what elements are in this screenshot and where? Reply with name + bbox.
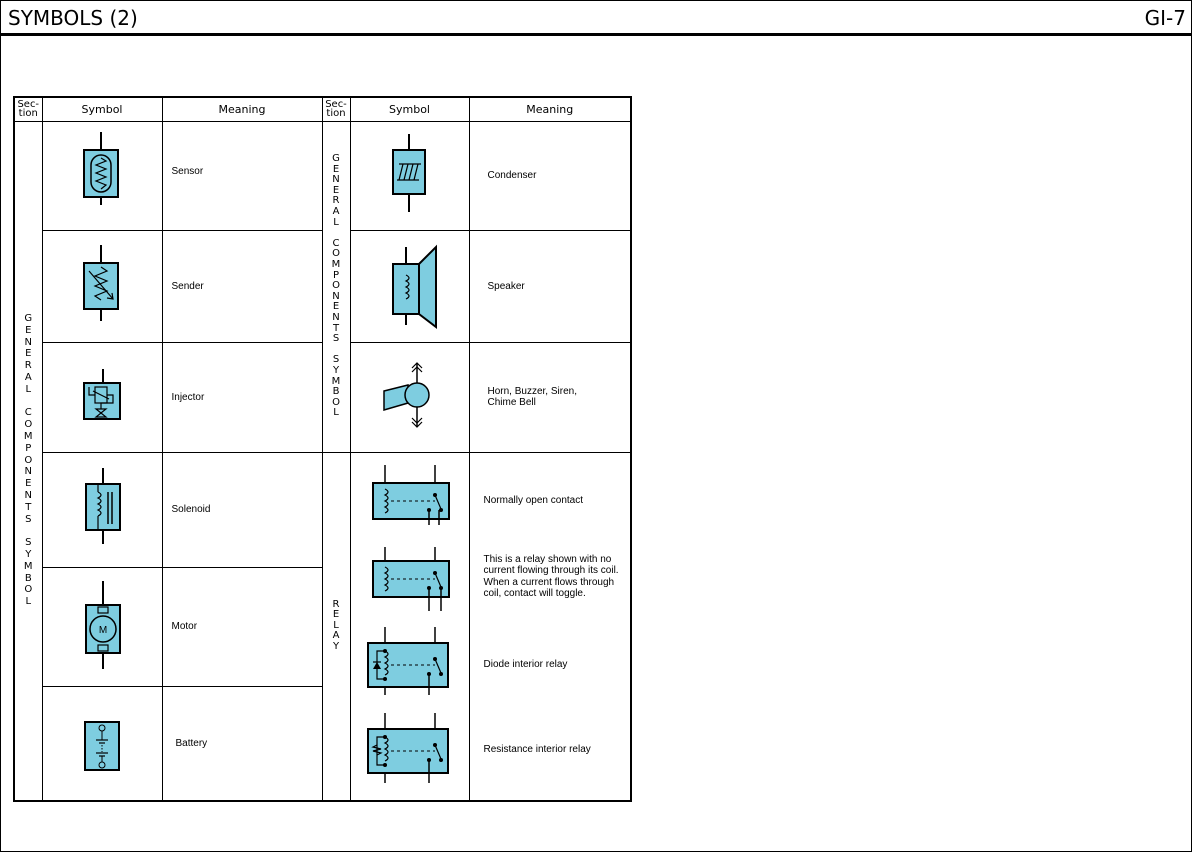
meaning-normally-open: Normally open contact <box>483 494 583 506</box>
sender-symbol-cell <box>42 230 162 342</box>
solenoid-icon <box>43 454 161 566</box>
table-row <box>14 121 631 230</box>
header-section: Sec- tion <box>14 97 42 121</box>
header-meaning-2: Meaning <box>469 97 631 121</box>
sensor-icon <box>43 122 161 229</box>
meaning-relay-no-current: This is a relay shown with no current flowing through its coil. When a current flows through coil, contact will toggle. <box>483 553 619 599</box>
section-general-components-2: G E N E R A L C O M P O N E N T S S Y M B O L <box>322 121 350 452</box>
page-header <box>0 0 1192 36</box>
section-relay: R E L A Y <box>322 452 350 801</box>
sender-icon <box>43 231 161 341</box>
battery-icon <box>43 688 161 799</box>
condenser-symbol-cell <box>350 121 469 230</box>
header-meaning: Meaning <box>162 97 322 121</box>
meaning-sender: Sender <box>162 230 322 342</box>
normally-open-relay-icon <box>373 465 449 525</box>
meaning-battery: Battery <box>162 686 322 800</box>
relay-symbols <box>351 453 468 795</box>
horn-icon <box>351 343 468 451</box>
horn-symbol-cell <box>350 342 469 452</box>
meaning-sensor: Sensor <box>162 121 322 230</box>
table-header-row <box>14 97 631 121</box>
meaning-speaker: Speaker <box>469 230 631 342</box>
relay-symbols-cell <box>350 452 469 801</box>
motor-label: M <box>98 624 108 636</box>
resistance-relay-icon <box>368 713 448 783</box>
meaning-resistance-relay: Resistance interior relay <box>483 743 591 755</box>
header-section-2: Sec- tion <box>322 97 350 121</box>
injector-symbol-cell <box>42 342 162 452</box>
motor-symbol-cell <box>42 567 162 686</box>
symbols-table <box>13 96 632 802</box>
injector-icon <box>43 343 161 451</box>
header-symbol-2: Symbol <box>350 97 469 121</box>
header-symbol: Symbol <box>42 97 162 121</box>
condenser-icon <box>351 122 468 229</box>
section-general-components: G E N E R A L C O M P O N E N T S S Y M B O L <box>14 121 42 801</box>
meaning-diode-relay: Diode interior relay <box>483 658 568 670</box>
battery-symbol-cell <box>42 686 162 800</box>
speaker-icon <box>351 231 468 341</box>
solenoid-symbol-cell <box>42 452 162 567</box>
relay-no-current-icon <box>373 547 449 611</box>
motor-icon <box>43 569 161 685</box>
meaning-solenoid: Solenoid <box>162 452 322 567</box>
meaning-horn: Horn, Buzzer, Siren, Chime Bell <box>469 342 631 452</box>
page-title: SYMBOLS (2) <box>8 6 138 30</box>
sensor-symbol-cell <box>42 121 162 230</box>
speaker-symbol-cell <box>350 230 469 342</box>
table-row <box>14 452 631 567</box>
relay-meanings-cell <box>469 452 631 801</box>
page-number: GI-7 <box>1144 6 1186 30</box>
meaning-condenser: Condenser <box>469 121 631 230</box>
meaning-motor: Motor <box>162 567 322 686</box>
diode-relay-icon <box>368 627 448 695</box>
meaning-injector: Injector <box>162 342 322 452</box>
